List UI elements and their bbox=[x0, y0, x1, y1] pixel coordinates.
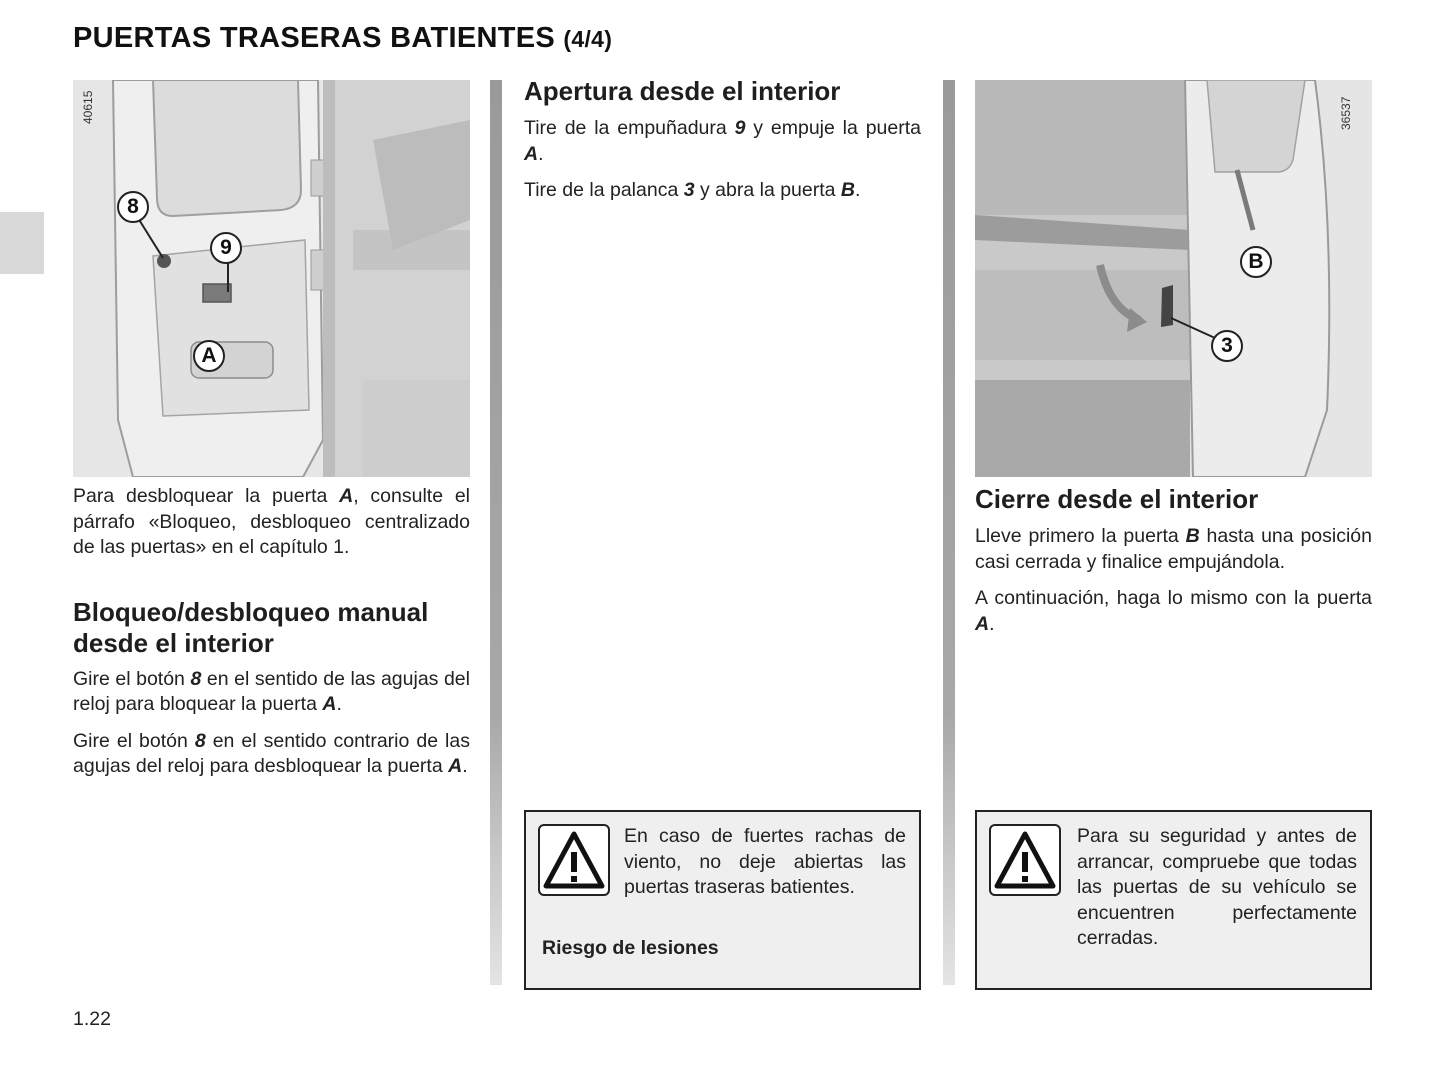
opening-paragraph-2 bbox=[524, 178, 921, 204]
opening-ref-a: A bbox=[524, 142, 539, 165]
opening2-text-3: . bbox=[855, 179, 861, 201]
lock-text-2: en el sentido de las agujas del reloj para bloquear la puerta bbox=[73, 667, 470, 715]
callout-a: A bbox=[193, 340, 225, 372]
opening2-ref-b: B bbox=[840, 179, 856, 201]
rear-door-illustration bbox=[73, 80, 470, 477]
lock-paragraph bbox=[73, 667, 470, 718]
risk-label: Riesgo de lesiones bbox=[542, 937, 719, 959]
rear-door-b-illustration bbox=[975, 80, 1372, 477]
rear-door-drawing bbox=[73, 80, 470, 477]
right-column-text bbox=[975, 484, 1372, 637]
closing-paragraph-1 bbox=[975, 524, 1372, 575]
callout-8: 8 bbox=[117, 191, 149, 223]
chapter-tab bbox=[0, 212, 44, 274]
callout-3: 3 bbox=[1211, 330, 1243, 362]
figure-id-label-right: 36537 bbox=[1339, 96, 1353, 130]
lock-text-3: . bbox=[336, 693, 342, 715]
rear-door-b-drawing bbox=[975, 80, 1372, 477]
opening-text-3: . bbox=[538, 142, 544, 165]
closing-heading: Cierre desde el interior bbox=[975, 484, 1259, 514]
lock-ref-a: A bbox=[322, 693, 337, 715]
unlock-ref-8: 8 bbox=[194, 729, 206, 752]
intro-ref-a: A bbox=[339, 485, 354, 507]
opening-ref-9: 9 bbox=[734, 117, 746, 139]
wind-warning-box bbox=[524, 810, 921, 990]
warning-triangle-icon bbox=[538, 824, 610, 896]
closing-ref-b: B bbox=[1185, 525, 1200, 547]
lock-text-1: Gire el botón bbox=[73, 667, 191, 690]
opening2-ref-3: 3 bbox=[683, 179, 695, 201]
callout-9: 9 bbox=[210, 232, 242, 264]
unlock-ref-a: A bbox=[448, 755, 463, 777]
figure-id-label: 40615 bbox=[81, 90, 95, 124]
page-number: 1.22 bbox=[73, 1008, 111, 1030]
intro-text-1: Para desbloquear la puerta bbox=[73, 485, 340, 507]
closing2-text-2: . bbox=[989, 612, 995, 635]
opening-text-1: Tire de la empuñadura bbox=[524, 117, 735, 139]
closing-paragraph-2 bbox=[975, 586, 1372, 637]
intro-text-2: , consulte el párrafo «Bloqueo, desbloqueo centralizado de las puertas» en el capítulo 1. bbox=[73, 485, 471, 558]
manual-lock-heading: Bloqueo/desbloqueo manual desde el interior bbox=[73, 596, 429, 658]
opening2-text-1: Tire de la palanca bbox=[524, 179, 684, 201]
closing2-text-1: A continuación, haga lo mismo con la puerta bbox=[975, 587, 1372, 609]
column-divider-right bbox=[943, 80, 955, 985]
safety-warning-box bbox=[975, 810, 1372, 990]
safety-warning-text bbox=[993, 824, 1357, 952]
safety-warning-body: Para su seguridad y antes de arrancar, compruebe que todas las puertas de su vehículo se encuentren perfectamente cerradas. bbox=[1077, 825, 1357, 949]
wind-warning-text: En caso de fuertes rachas de viento, no deje abiertas las puertas traseras batientes. bbox=[624, 825, 906, 898]
opening2-text-2: y abra la puerta bbox=[694, 179, 841, 201]
page-title-part: (4/4) bbox=[563, 26, 613, 52]
lock-ref-8: 8 bbox=[190, 667, 202, 690]
opening-paragraph-1 bbox=[524, 116, 921, 167]
unlock-text-1: Gire el botón bbox=[73, 729, 195, 752]
closing2-ref-a: A bbox=[975, 612, 990, 635]
column-divider-left bbox=[490, 80, 502, 985]
closing-text-2: hasta una posición casi cerrada y finalice empujándola. bbox=[975, 525, 1372, 573]
unlock-paragraph bbox=[73, 729, 470, 780]
opening-heading: Apertura desde el interior bbox=[524, 76, 841, 106]
callout-b: B bbox=[1240, 246, 1272, 278]
intro-paragraph bbox=[73, 484, 470, 561]
middle-column-text bbox=[524, 76, 921, 204]
left-column-text bbox=[73, 484, 470, 780]
page-title bbox=[73, 22, 612, 55]
unlock-text-2: en el sentido contrario de las agujas del reloj para desbloquear la puerta bbox=[73, 729, 470, 777]
unlock-text-3: . bbox=[462, 755, 468, 777]
page-title-text: PUERTAS TRASERAS BATIENTES bbox=[73, 22, 556, 54]
icon-spacer bbox=[993, 824, 1077, 928]
closing-text-1: Lleve primero la puerta bbox=[975, 525, 1186, 547]
opening-text-2: y empuje la puerta bbox=[745, 117, 921, 139]
